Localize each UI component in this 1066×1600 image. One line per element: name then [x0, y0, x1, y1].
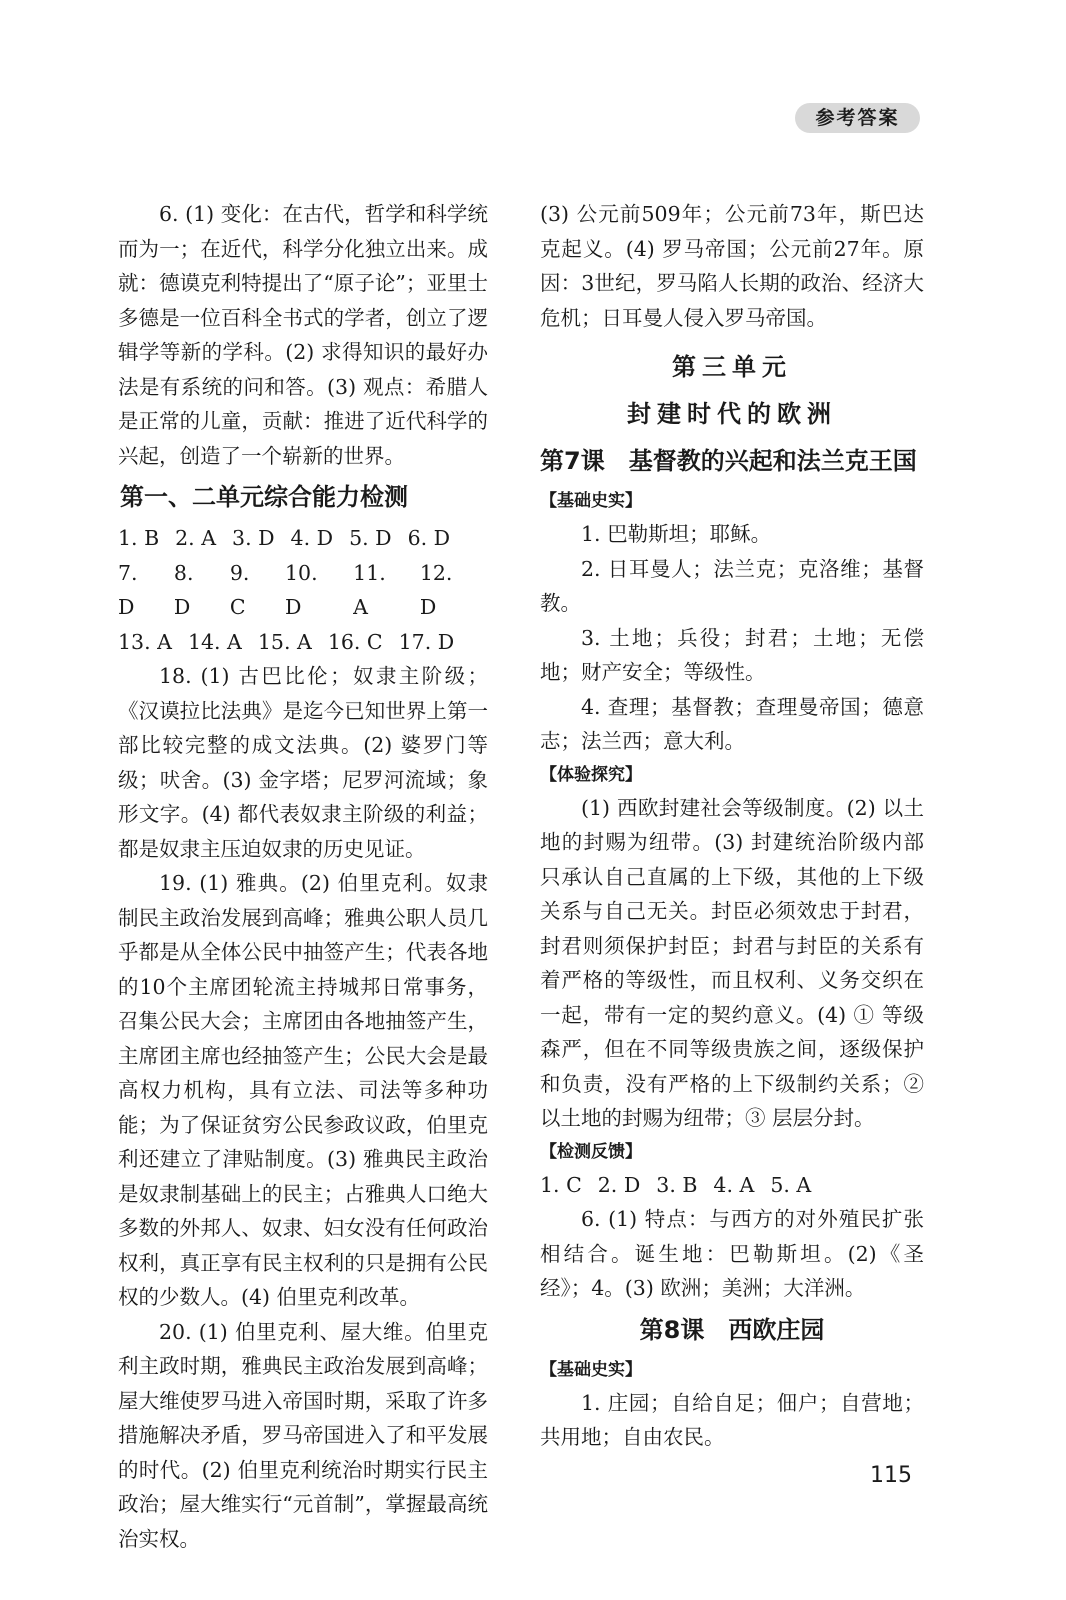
- answer-item: 15. A: [257, 629, 312, 654]
- l7-item-3: 3. 土地；兵役；封君；土地；无偿地；财产安全；等级性。: [540, 625, 924, 684]
- answer-item: 12. D: [419, 560, 453, 619]
- l7-answer-row: [540, 1168, 924, 1203]
- answer-continued: (3) 公元前509年；公元前73年，斯巴达克起义。(4) 罗马帝国；公元前27年。原因：3世纪，罗马陷人长期的政治、经济大危机；日耳曼人侵入罗马帝国。: [540, 202, 924, 330]
- answer-item: 14. A: [187, 629, 242, 654]
- answer-item: 3. D: [232, 526, 275, 550]
- answer-item: 9. C: [229, 560, 250, 619]
- answer-item: 16. C: [327, 629, 383, 654]
- left-column: [118, 197, 488, 1556]
- answer-row: [118, 625, 488, 660]
- answer-choices: [118, 521, 488, 659]
- lesson-8-title: 第8课 西欧庄园: [639, 1315, 825, 1344]
- answer-19: 19. (1) 雅典。(2) 伯里克利。奴隶制民主政治发展到高峰；雅典公职人员几乎都是从全体公民中抽签产生；代表各地的10个主席团轮流主持城邦日常事务，召集公民大会；主席团由各地抽签产生，主席团主席也经抽签产生；公民大会是最高权力机构，具有立法、司法等多种功能；为了保证贫穷公民参政议政，伯里克利还建立了津贴制度。(3) 雅典民主政治是奴隶制基础上的民主；占雅典人口绝大多数的外邦人、奴隶、妇女没有任何政治权利，真正享有民主权利的只是拥有公民权的少数人。(4) 伯里克利改革。: [118, 871, 488, 1309]
- answer-item: 3. B: [656, 1172, 698, 1197]
- answer-20: 20. (1) 伯里克利、屋大维。伯里克利主政时期，雅典民主政治发展到高峰；屋大维使罗马进入帝国时期，采取了许多措施解决矛盾，罗马帝国进入了和平发展的时代。(2) 伯里克利统治时期实行民主政治；屋大维实行“元首制”，掌握最高统治实权。: [118, 1319, 488, 1551]
- l7-item-1: 1. 巴勒斯坦；耶稣。: [581, 522, 772, 546]
- answer-item: 2. A: [175, 526, 217, 550]
- unit-subtitle: 封建时代的欧洲: [627, 399, 837, 428]
- answer-item: 5. A: [770, 1172, 812, 1197]
- answer-item: 8. D: [173, 560, 194, 619]
- l7-explore: (1) 西欧封建社会等级制度。(2) 以土地的封赐为纽带。(3) 封建统治阶级内部只承认自己直属的上下级，其他的上下级关系与自己无关。封臣必须效忠于封君，封君则须保护封臣；封君与封臣的关系有着严格的等级性，而且权利、义务交织在一起，带有一定的契约意义。(4) ① 等级森严，但在不同等级贵族之间，逐级保护和负责，没有严格的上下级制约关系；② 以土地的封赐为纽带；③ 层层分封。: [540, 795, 924, 1130]
- tag-basic-facts-2: 【基础史实】: [540, 1359, 642, 1380]
- answer-row: [118, 521, 488, 556]
- header-badge: 参考答案: [795, 103, 920, 133]
- l7-item-4: 4. 查理；基督教；查理曼帝国；德意志；法兰西；意大利。: [540, 694, 924, 753]
- answer-item: 13. A: [118, 629, 172, 654]
- answer-item: 4. D: [290, 526, 334, 550]
- answer-item: 1. C: [540, 1172, 582, 1197]
- l8-item-1: 1. 庄园；自给自足；佃户；自营地；共用地；自由农民。: [540, 1390, 924, 1449]
- tag-basic-facts: 【基础史实】: [540, 491, 642, 511]
- answer-18: 18. (1) 古巴比伦；奴隶主阶级；《汉谟拉比法典》是迄今已知世界上第一部比较完整的成文法典。(2) 婆罗门等级；吠舍。(3) 金字塔；尼罗河流域；象形文字。(4) 都代表奴隶主阶级的利益；都是奴隶主压迫奴隶的历史见证。: [118, 664, 488, 861]
- page-number: 115: [870, 1463, 912, 1488]
- answer-item: 6. D: [407, 526, 451, 550]
- answer-item: 10. D: [285, 560, 318, 619]
- tag-explore: 【体验探究】: [540, 764, 642, 785]
- l7-item-6: 6. (1) 特点：与西方的对外殖民扩张相结合。诞生地：巴勒斯坦。(2)《圣经》；4。(3) 欧洲；美洲；大洋洲。: [540, 1207, 924, 1300]
- unit-title: 第三单元: [672, 352, 792, 381]
- answer-item: 11. A: [353, 560, 386, 619]
- answer-item: 4. A: [713, 1172, 755, 1197]
- answer-row: [118, 556, 488, 625]
- answer-item: 5. D: [349, 526, 392, 550]
- right-column: [540, 197, 924, 1455]
- answer-item: 1. B: [118, 526, 160, 550]
- answer-item: 17. D: [398, 629, 455, 654]
- tag-feedback: 【检测反馈】: [540, 1141, 642, 1162]
- answer-item: 2. D: [597, 1172, 641, 1197]
- section-title-unit-1-2: 第一、二单元综合能力检测: [120, 483, 408, 511]
- lesson-7-title: 第7课 基督教的兴起和法兰克王国: [540, 447, 917, 475]
- answer-6: 6. (1) 变化：在古代，哲学和科学统而为一；在近代，科学分化独立出来。成就：德谟克利特提出了“原子论”；亚里士多德是一位百科全书式的学者，创立了逻辑学等新的学科。(2) 求得知识的最好办法是有系统的问和答。(3) 观点：希腊人是正常的儿童，贡献：推进了近代科学的兴起，创造了一个崭新的世界。: [118, 202, 488, 468]
- answer-item: 7. D: [118, 560, 138, 619]
- l7-item-2: 2. 日耳曼人；法兰克；克洛维；基督教。: [540, 556, 924, 615]
